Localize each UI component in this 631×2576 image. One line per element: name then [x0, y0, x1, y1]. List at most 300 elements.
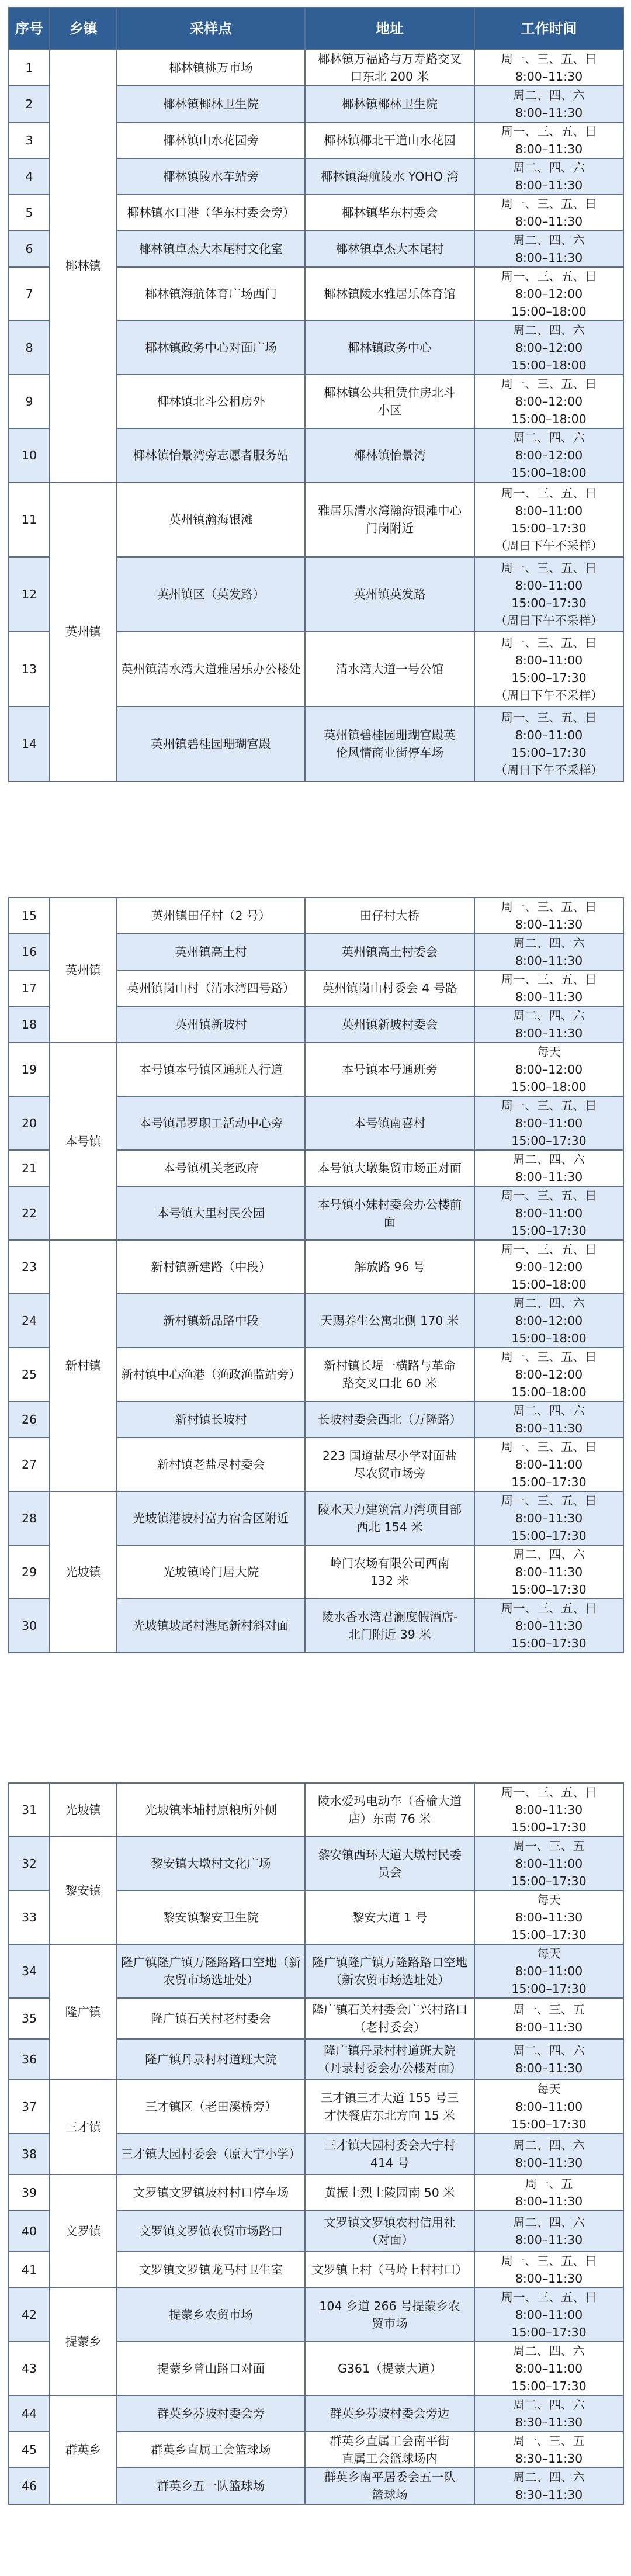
address-line: 清水湾大道一号公馆 — [335, 662, 444, 676]
table-row — [9, 1944, 623, 1998]
work-time-line: 周一、三、五、日 — [501, 900, 597, 914]
row-number: 37 — [9, 2080, 50, 2134]
work-time — [474, 321, 623, 375]
work-time — [474, 2134, 623, 2175]
address — [305, 2342, 474, 2395]
work-time-line: 8:00–11:30 — [515, 214, 583, 228]
row-number: 7 — [9, 267, 50, 321]
work-time-line: 8:00–11:00 — [515, 728, 583, 742]
work-time-line: 周一、五 — [525, 2177, 573, 2191]
work-time-line: 15:00–18:00 — [511, 1080, 587, 1094]
sampling-site: 光坡镇岭门居大院 — [117, 1545, 305, 1599]
row-number: 4 — [9, 158, 50, 195]
address — [305, 2039, 474, 2080]
address-line: 三才镇三才大道 155 号三 — [320, 2091, 459, 2105]
address-line: 椰林镇怡景湾 — [353, 448, 426, 462]
work-time-line: 15:00–17:30 — [511, 1583, 587, 1597]
work-time-line: 8:00–11:30 — [515, 70, 583, 84]
address-line: 223 国道盐尽小学对面盐 — [322, 1449, 457, 1463]
work-time-line: 8:30–11:30 — [515, 2415, 583, 2429]
address-line: 门岗附近 — [366, 521, 414, 535]
address — [305, 1837, 474, 1891]
address — [305, 482, 474, 557]
work-time — [474, 2175, 623, 2211]
sampling-site: 椰林镇陵水车站旁 — [117, 158, 305, 195]
work-time — [474, 1294, 623, 1348]
work-time — [474, 2468, 623, 2504]
work-time — [474, 557, 623, 632]
work-time-line: 8:00–11:30 — [515, 1565, 583, 1579]
work-time-line: 周一、三、五、日 — [501, 1350, 597, 1364]
sampling-site: 英州镇碧桂园珊瑚宫殿 — [117, 707, 305, 781]
address-line: 文罗镇文罗镇农村信用社 — [324, 2215, 456, 2229]
address-line: 陵水香水湾君澜度假酒店- — [321, 1610, 458, 1624]
sampling-site: 英州镇田仔村（2 号） — [117, 898, 305, 934]
address-line: 文罗镇上村（马岭上村村口） — [311, 2263, 468, 2277]
address — [305, 1998, 474, 2039]
header-site: 采样点 — [117, 8, 305, 50]
row-number: 41 — [9, 2252, 50, 2288]
address-line: （丹录村委会办公楼对面） — [318, 2061, 462, 2075]
row-number: 11 — [9, 482, 50, 557]
address-line: 陵水爱玛电动车（香榆大道 — [318, 1794, 462, 1808]
table-row — [9, 1491, 623, 1545]
work-time — [474, 1891, 623, 1944]
work-time-line: 8:00–11:30 — [515, 2020, 583, 2034]
sampling-site: 提蒙乡曾山路口对面 — [117, 2342, 305, 2395]
row-number: 26 — [9, 1401, 50, 1438]
work-time-line: 周二、四、六 — [513, 936, 585, 950]
work-time-line: 周一、三、五、日 — [501, 2290, 597, 2304]
work-time-line: 周一、三、五、日 — [501, 561, 597, 575]
row-number: 39 — [9, 2175, 50, 2211]
work-time-line: 15:00–18:00 — [511, 466, 587, 480]
work-time-line: 周一、三、五、日 — [501, 124, 597, 139]
work-time-line: 15:00–17:30 — [511, 1475, 587, 1489]
address-line: 雅居乐清水湾瀚海银滩中心 — [318, 504, 462, 518]
work-time-line: 8:00–11:00 — [515, 2362, 583, 2376]
sampling-site: 本号镇大里村民公园 — [117, 1186, 305, 1240]
row-number: 32 — [9, 1837, 50, 1891]
sampling-site: 群英乡五一队篮球场 — [117, 2468, 305, 2504]
work-time-line: 8:00–11:30 — [515, 2272, 583, 2286]
work-time-line: 8:00–11:30 — [515, 106, 583, 120]
address — [305, 122, 474, 158]
work-time-line: 每天 — [537, 2082, 561, 2096]
work-time-line: 15:00–17:30 — [511, 1529, 587, 1543]
work-time-line: 8:00–12:00 — [515, 1314, 583, 1328]
sampling-site: 椰林镇怡景湾旁志愿者服务站 — [117, 428, 305, 482]
address-line: 贸市场 — [372, 2317, 408, 2331]
work-time-line: 15:00–17:30 — [511, 671, 587, 685]
work-time — [474, 1837, 623, 1891]
address-line: 英州镇碧桂园珊瑚宫殿英 — [324, 728, 456, 742]
work-time-line: 8:00–11:30 — [515, 1170, 583, 1184]
work-time-line: 8:00–11:00 — [515, 2308, 583, 2322]
work-time-line: 8:00–11:30 — [515, 142, 583, 156]
address — [305, 1150, 474, 1186]
town-name: 隆广镇 — [50, 1944, 117, 2080]
work-time — [474, 375, 623, 428]
sampling-site: 群英乡芬坡村委会旁 — [117, 2395, 305, 2432]
sampling-site: 椰林镇山水花园旁 — [117, 122, 305, 158]
work-time-line: 周一、三、五、日 — [501, 1099, 597, 1113]
row-number: 28 — [9, 1491, 50, 1545]
work-time-line: 15:00–17:30 — [511, 1636, 587, 1650]
work-time-line: 周一、三、五、日 — [501, 972, 597, 986]
address — [305, 1545, 474, 1599]
work-time-line: 周一、三、五、日 — [501, 52, 597, 66]
address — [305, 195, 474, 231]
address-line: 椰林镇陵水雅居乐体育馆 — [324, 287, 456, 301]
work-time-line: 8:00–11:30 — [515, 1910, 583, 1924]
work-time-line: 周二、四、六 — [513, 2398, 585, 2412]
work-time-line: 周一、三、五 — [513, 2434, 585, 2448]
row-number: 14 — [9, 707, 50, 781]
work-time-line: 15:00–17:30 — [511, 1982, 587, 1996]
address-line: 英州镇英发路 — [353, 587, 426, 601]
work-time-line: 15:00–18:00 — [511, 412, 587, 426]
row-number: 9 — [9, 375, 50, 428]
address — [305, 898, 474, 934]
work-time — [474, 1438, 623, 1491]
address — [305, 321, 474, 375]
work-time-line: 周一、三、五、日 — [501, 1785, 597, 1799]
address-line: 三才镇大园村委会大宁村 — [324, 2138, 456, 2152]
town-name: 三才镇 — [50, 2080, 117, 2175]
work-time — [474, 970, 623, 1006]
town-name: 光坡镇 — [50, 1783, 117, 1837]
sampling-site: 三才镇大园村委会（原大宁小学） — [117, 2134, 305, 2175]
work-time-line: 周一、三、五、日 — [501, 1494, 597, 1508]
work-time-line: 周一、三、五、日 — [501, 486, 597, 500]
work-time-line: 8:00–11:30 — [515, 1026, 583, 1040]
header-town: 乡镇 — [50, 8, 117, 50]
address-line: 路交叉口北 60 米 — [342, 1376, 438, 1390]
work-time-line: 周一、三、五、日 — [501, 1242, 597, 1256]
row-number: 44 — [9, 2395, 50, 2432]
sampling-site: 本号镇本号镇区通班人行道 — [117, 1043, 305, 1096]
work-time-line: 15:00–17:30 — [511, 596, 587, 610]
work-time-line: 8:00–11:30 — [515, 2194, 583, 2208]
work-time-line: 每天 — [537, 1947, 561, 1961]
address-line: 414 号 — [370, 2156, 410, 2170]
table-row — [9, 2288, 623, 2342]
work-time — [474, 231, 623, 267]
table-header-row — [9, 8, 623, 50]
table-row — [9, 2175, 623, 2211]
row-number: 1 — [9, 50, 50, 86]
work-time-line: 8:00–11:30 — [515, 178, 583, 192]
town-name: 提蒙乡 — [50, 2288, 117, 2395]
work-time-line: 周一、三、五、日 — [501, 636, 597, 650]
address-line: 英州镇新坡村委会 — [342, 1017, 438, 1031]
address — [305, 158, 474, 195]
work-time-line: 周二、四、六 — [513, 2470, 585, 2484]
work-time-line: 周二、四、六 — [513, 88, 585, 102]
work-time-line: （周日下午不采样） — [495, 688, 603, 702]
town-name: 新村镇 — [50, 1240, 117, 1491]
work-time-line: 8:00–12:00 — [515, 341, 583, 355]
work-time-line: 8:00–11:00 — [515, 1116, 583, 1130]
row-number: 6 — [9, 231, 50, 267]
address — [305, 1599, 474, 1653]
sampling-site: 椰林镇椰林卫生院 — [117, 86, 305, 122]
address-line: 椰林镇万福路与万寿路交叉 — [318, 52, 462, 66]
work-time-line: 周二、四、六 — [513, 431, 585, 445]
header-address: 地址 — [305, 8, 474, 50]
address-line: 椰林镇政务中心 — [348, 341, 432, 355]
work-time-line: 周二、四、六 — [513, 1009, 585, 1023]
address-line: 店）东南 76 米 — [348, 1812, 431, 1826]
work-time-line: （周日下午不采样） — [495, 539, 603, 553]
row-number: 5 — [9, 195, 50, 231]
work-time-line: 8:00–12:00 — [515, 287, 583, 301]
work-time — [474, 1150, 623, 1186]
address-line: 黎安大道 1 号 — [352, 1910, 428, 1924]
work-time-line: 周一、三、五、日 — [501, 1440, 597, 1454]
town-name: 黎安镇 — [50, 1837, 117, 1944]
row-number: 8 — [9, 321, 50, 375]
work-time-line: 15:00–18:00 — [511, 1277, 587, 1292]
row-number: 33 — [9, 1891, 50, 1944]
address-line: 天赐养生公寓北侧 170 米 — [320, 1314, 459, 1328]
work-time — [474, 2395, 623, 2432]
sampling-site: 英州镇高土村 — [117, 934, 305, 970]
work-time — [474, 707, 623, 781]
work-time-line: 15:00–17:30 — [511, 2325, 587, 2339]
work-time-line: 15:00–17:30 — [511, 2379, 587, 2393]
work-time-line: 周二、四、六 — [513, 2215, 585, 2229]
address-line: 岭门农场有限公司西南 — [330, 1556, 450, 1570]
address — [305, 2288, 474, 2342]
work-time — [474, 1998, 623, 2039]
address-line: 黎安镇西环大道大墩村民委 — [318, 1848, 462, 1862]
sampling-site: 新村镇中心渔港（渔政渔监站旁） — [117, 1348, 305, 1401]
work-time-line: 周二、四、六 — [513, 233, 585, 247]
sampling-site: 英州镇区（英发路） — [117, 557, 305, 632]
work-time-line: 周一、三、五 — [513, 1839, 585, 1853]
work-time-line: 周二、四、六 — [513, 2044, 585, 2058]
work-time-line: 15:00–17:30 — [511, 1874, 587, 1888]
town-name: 群英乡 — [50, 2395, 117, 2504]
address — [305, 1006, 474, 1043]
work-time — [474, 1599, 623, 1653]
address-line: 北门附近 39 米 — [348, 1628, 431, 1642]
sampling-site: 椰林镇政务中心对面广场 — [117, 321, 305, 375]
work-time-line: 15:00–17:30 — [511, 1224, 587, 1238]
work-time-line: 8:00–11:00 — [515, 1857, 583, 1871]
work-time — [474, 2252, 623, 2288]
sampling-site: 群英乡直属工会篮球场 — [117, 2432, 305, 2468]
work-time — [474, 428, 623, 482]
address-line: 本号镇小妹村委会办公楼前 — [318, 1197, 462, 1211]
sampling-site: 英州镇清水湾大道雅居乐办公楼处 — [117, 632, 305, 707]
work-time — [474, 1545, 623, 1599]
work-time — [474, 1783, 623, 1837]
sampling-site: 椰林镇卓杰大本尾村文化室 — [117, 231, 305, 267]
work-time — [474, 1240, 623, 1294]
address — [305, 1294, 474, 1348]
work-time-line: 周一、三、五、日 — [501, 711, 597, 725]
address-line: 本号镇本号通班旁 — [342, 1062, 438, 1076]
row-number: 16 — [9, 934, 50, 970]
work-time-line: 8:00–12:00 — [515, 448, 583, 462]
work-time — [474, 482, 623, 557]
work-time-line: 8:30–11:30 — [515, 2452, 583, 2466]
row-number: 30 — [9, 1599, 50, 1653]
work-time-line: 8:00–11:30 — [515, 917, 583, 932]
address — [305, 632, 474, 707]
work-time-line: 9:00–12:00 — [515, 1260, 583, 1274]
address — [305, 2432, 474, 2468]
address-line: 隆广镇隆广镇万隆路路口空地 — [311, 1955, 468, 1969]
work-time-line: 15:00–18:00 — [511, 1331, 587, 1345]
work-time — [474, 934, 623, 970]
sampling-site: 黎安镇大墩村文化广场 — [117, 1837, 305, 1891]
sampling-site: 隆广镇隆广镇万隆路路口空地（新农贸市场选址处） — [117, 1944, 305, 1998]
address-line: 面 — [383, 1215, 396, 1229]
address — [305, 707, 474, 781]
work-time — [474, 158, 623, 195]
town-name: 英州镇 — [50, 898, 117, 1043]
address — [305, 428, 474, 482]
work-time-line: 15:00–17:30 — [511, 1820, 587, 1834]
work-time-line: 8:00–11:00 — [515, 1964, 583, 1978]
address — [305, 231, 474, 267]
table-row — [9, 50, 623, 86]
work-time — [474, 50, 623, 86]
address-line: 员会 — [377, 1865, 402, 1879]
work-time-line: 8:00–11:30 — [515, 990, 583, 1004]
address-line: （老村委会） — [353, 2020, 426, 2034]
address-line: 英州镇高土村委会 — [342, 945, 438, 959]
work-time-line: 周二、四、六 — [513, 323, 585, 337]
address — [305, 2211, 474, 2252]
work-time — [474, 1944, 623, 1998]
address-line: G361（提蒙大道） — [337, 2362, 442, 2376]
address-line: 椰林镇椰北干道山水花园 — [324, 133, 456, 147]
sampling-site: 文罗镇文罗镇龙马村卫生室 — [117, 2252, 305, 2288]
sampling-site: 椰林镇桃万市场 — [117, 50, 305, 86]
schedule-table-part-1 — [8, 7, 624, 782]
address — [305, 375, 474, 428]
work-time-line: 周一、三、五 — [513, 2003, 585, 2017]
work-time-line: 15:00–17:30 — [511, 1928, 587, 1942]
address — [305, 1401, 474, 1438]
row-number: 2 — [9, 86, 50, 122]
work-time-line: 8:00–11:30 — [515, 954, 583, 968]
work-time-line: 8:30–11:30 — [515, 2488, 583, 2502]
work-time — [474, 86, 623, 122]
work-time-line: 周一、三、五、日 — [501, 2254, 597, 2268]
address — [305, 1783, 474, 1837]
work-time-line: 每天 — [537, 1045, 561, 1059]
work-time — [474, 267, 623, 321]
work-time-line: 15:00–18:00 — [511, 304, 587, 318]
row-number: 20 — [9, 1096, 50, 1150]
address-line: 小区 — [377, 403, 402, 417]
sampling-site: 新村镇老盐尽村委会 — [117, 1438, 305, 1491]
address-line: 群英乡南平居委会五一队 — [324, 2470, 456, 2484]
work-time-line: 周二、四、六 — [513, 1547, 585, 1561]
work-time-line: 8:00–11:30 — [515, 1511, 583, 1525]
address — [305, 1043, 474, 1096]
address-line: 口东北 200 米 — [350, 70, 429, 84]
work-time — [474, 898, 623, 934]
work-time-line: 周一、三、五、日 — [501, 377, 597, 391]
work-time — [474, 2211, 623, 2252]
work-time — [474, 1006, 623, 1043]
work-time-line: 周一、三、五、日 — [501, 1601, 597, 1615]
address — [305, 2134, 474, 2175]
address-line: 黄振土烈士陵园南 50 米 — [324, 2186, 455, 2200]
address-line: 伦风情商业街停车场 — [335, 746, 444, 760]
row-number: 31 — [9, 1783, 50, 1837]
address-line: （对面） — [366, 2233, 414, 2247]
table-row — [9, 482, 623, 557]
sampling-site: 黎安镇黎安卫生院 — [117, 1891, 305, 1944]
work-time-line: 15:00–17:30 — [511, 521, 587, 535]
work-time — [474, 122, 623, 158]
work-time — [474, 1043, 623, 1096]
row-number: 17 — [9, 970, 50, 1006]
address-line: 篮球场 — [372, 2488, 408, 2502]
header-seq: 序号 — [9, 8, 50, 50]
sampling-site: 三才镇区（老田溪桥旁） — [117, 2080, 305, 2134]
address-line: 才快餐店东北方向 15 米 — [324, 2108, 455, 2123]
sampling-site: 新村镇新建路（中段） — [117, 1240, 305, 1294]
sampling-site: 英州镇岗山村（清水湾四号路） — [117, 970, 305, 1006]
row-number: 35 — [9, 1998, 50, 2039]
address — [305, 1096, 474, 1150]
address — [305, 50, 474, 86]
work-time-line: 周一、三、五、日 — [501, 1189, 597, 1203]
work-time-line: 8:00–11:00 — [515, 1457, 583, 1471]
address-line: 椰林镇公共租赁住房北斗 — [324, 386, 456, 400]
sampling-site: 文罗镇文罗镇农贸市场路口 — [117, 2211, 305, 2252]
address — [305, 1944, 474, 1998]
address-line: 本号镇南喜村 — [353, 1116, 426, 1130]
work-time — [474, 1096, 623, 1150]
sampling-site: 光坡镇坡尾村港尾新村斜对面 — [117, 1599, 305, 1653]
work-time-line: 15:00–17:30 — [511, 746, 587, 760]
work-time-line: （周日下午不采样） — [495, 763, 603, 777]
work-time — [474, 1491, 623, 1545]
work-time — [474, 1348, 623, 1401]
address-line: 群英乡直属工会南平街 — [330, 2434, 450, 2448]
town-name: 椰林镇 — [50, 50, 117, 482]
table-row — [9, 1837, 623, 1891]
work-time-line: 8:00–11:00 — [515, 653, 583, 667]
row-number: 29 — [9, 1545, 50, 1599]
work-time-line: 8:00–12:00 — [515, 1367, 583, 1382]
row-number: 46 — [9, 2468, 50, 2504]
sampling-site: 椰林镇海航体育广场西门 — [117, 267, 305, 321]
address-line: 直属工会篮球场内 — [342, 2452, 438, 2466]
work-time-line: 周二、四、六 — [513, 1152, 585, 1166]
sampling-site: 椰林镇北斗公租房外 — [117, 375, 305, 428]
row-number: 34 — [9, 1944, 50, 1998]
work-time-line: 8:00–12:00 — [515, 1062, 583, 1076]
sampling-site: 光坡镇港坡村富力宿舍区附近 — [117, 1491, 305, 1545]
work-time — [474, 2342, 623, 2395]
sampling-site: 英州镇新坡村 — [117, 1006, 305, 1043]
row-number: 43 — [9, 2342, 50, 2395]
address-line: 新村镇长堤一横路与革命 — [324, 1359, 456, 1373]
work-time-line: 8:00–11:30 — [515, 2061, 583, 2075]
address — [305, 2252, 474, 2288]
